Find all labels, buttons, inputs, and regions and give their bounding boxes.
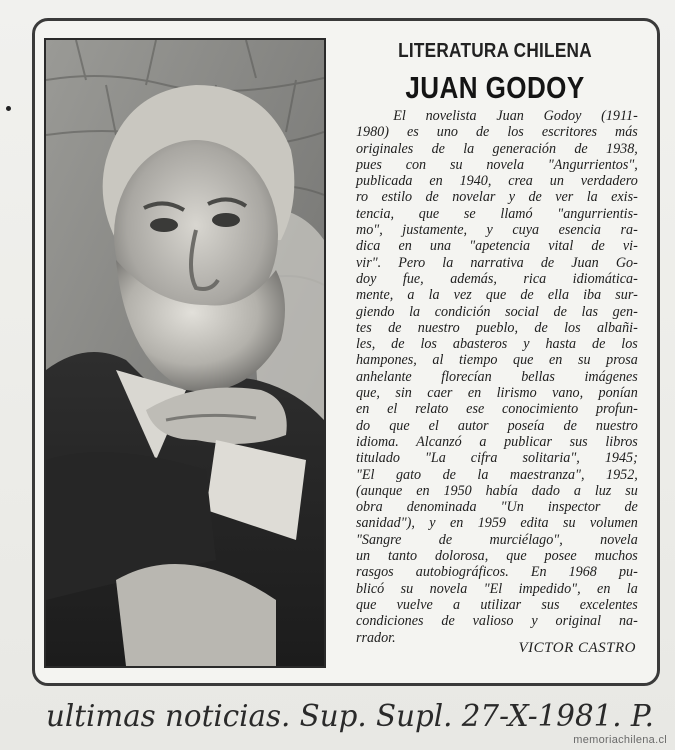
body-line: blicó su novela "El impedido", en la: [356, 579, 638, 597]
body-line: "Sangre de murciélago", novela: [356, 530, 638, 548]
body-line: hampones, al tiempo que en su prosa: [356, 351, 638, 369]
section-kicker: LITERATURA CHILENA: [398, 40, 592, 62]
body-line: El novelista Juan Godoy (1911-: [393, 107, 638, 124]
body-line: doy fue, además, rica idiomática-: [356, 269, 638, 287]
body-line: publicada en 1940, crea un verdadero: [356, 172, 638, 190]
margin-dot: [6, 106, 11, 111]
body-line: vir". Pero la narrativa de Juan Go-: [356, 253, 638, 271]
article-headline: JUAN GODOY: [405, 70, 585, 105]
body-line: mo", justamente, y cuya esencia ra-: [356, 221, 638, 239]
body-line: les, de los abasteros y hasta de los: [356, 335, 638, 353]
body-line: giendo la condición social de las gen-: [356, 302, 638, 320]
body-line: que vuelve a utilizar sus excelentes: [356, 595, 638, 613]
body-line: originales de la generación de 1938,: [356, 139, 638, 157]
body-line: (aunque en 1950 había dado a luz su: [356, 481, 638, 499]
article-body: [356, 108, 638, 646]
handwritten-source-note: [40, 692, 660, 736]
body-line: do que el autor poseía de nuestro: [356, 416, 638, 434]
body-line: ro estilo de novelar y de ver la exis-: [356, 188, 638, 206]
watermark: memoriachilena.cl: [573, 734, 667, 746]
body-line: un tanto dolorosa, que posee muchos: [356, 547, 638, 565]
portrait-photo: [44, 38, 326, 668]
body-line: idioma. Alcanzó a publicar sus libros: [356, 432, 638, 450]
body-line: anhelante florecían bellas imágenes: [356, 367, 638, 385]
handwritten-note-text: ultimas noticias. Sup. Supl. 27-X-1981. P.: [46, 699, 654, 734]
body-line: 1980) es uno de los escritores más: [356, 123, 638, 141]
body-line: "El gato de la maestranza", 1952,: [356, 465, 638, 483]
body-line: condiciones de valioso y original na-: [356, 612, 638, 630]
body-line: que, sin caer en lirismo vano, ponían: [356, 384, 638, 402]
body-line: obra denominada "Un inspector de: [356, 498, 638, 516]
body-line: rrador.: [356, 628, 396, 646]
body-line: rasgos autobiográficos. En 1968 pu-: [356, 563, 638, 581]
body-line: dica en una "apetencia vital de vi-: [356, 237, 638, 255]
body-line: tencia, que se llamó "angurrientis-: [356, 204, 638, 222]
article-author: VICTOR CASTRO: [518, 640, 636, 656]
body-line: tes de nuestro pueblo, de los albañi-: [356, 318, 638, 336]
body-line: pues con su novela "Angurrientos",: [356, 155, 638, 173]
body-line: sanidad"), y en 1959 edita su volumen: [356, 514, 638, 532]
body-line: mente, a la vez que de ella iba sur-: [356, 286, 638, 304]
body-line: en el relato ese conocimiento profun-: [356, 400, 638, 418]
body-line: titulado "La cifra solitaria", 1945;: [356, 449, 638, 467]
